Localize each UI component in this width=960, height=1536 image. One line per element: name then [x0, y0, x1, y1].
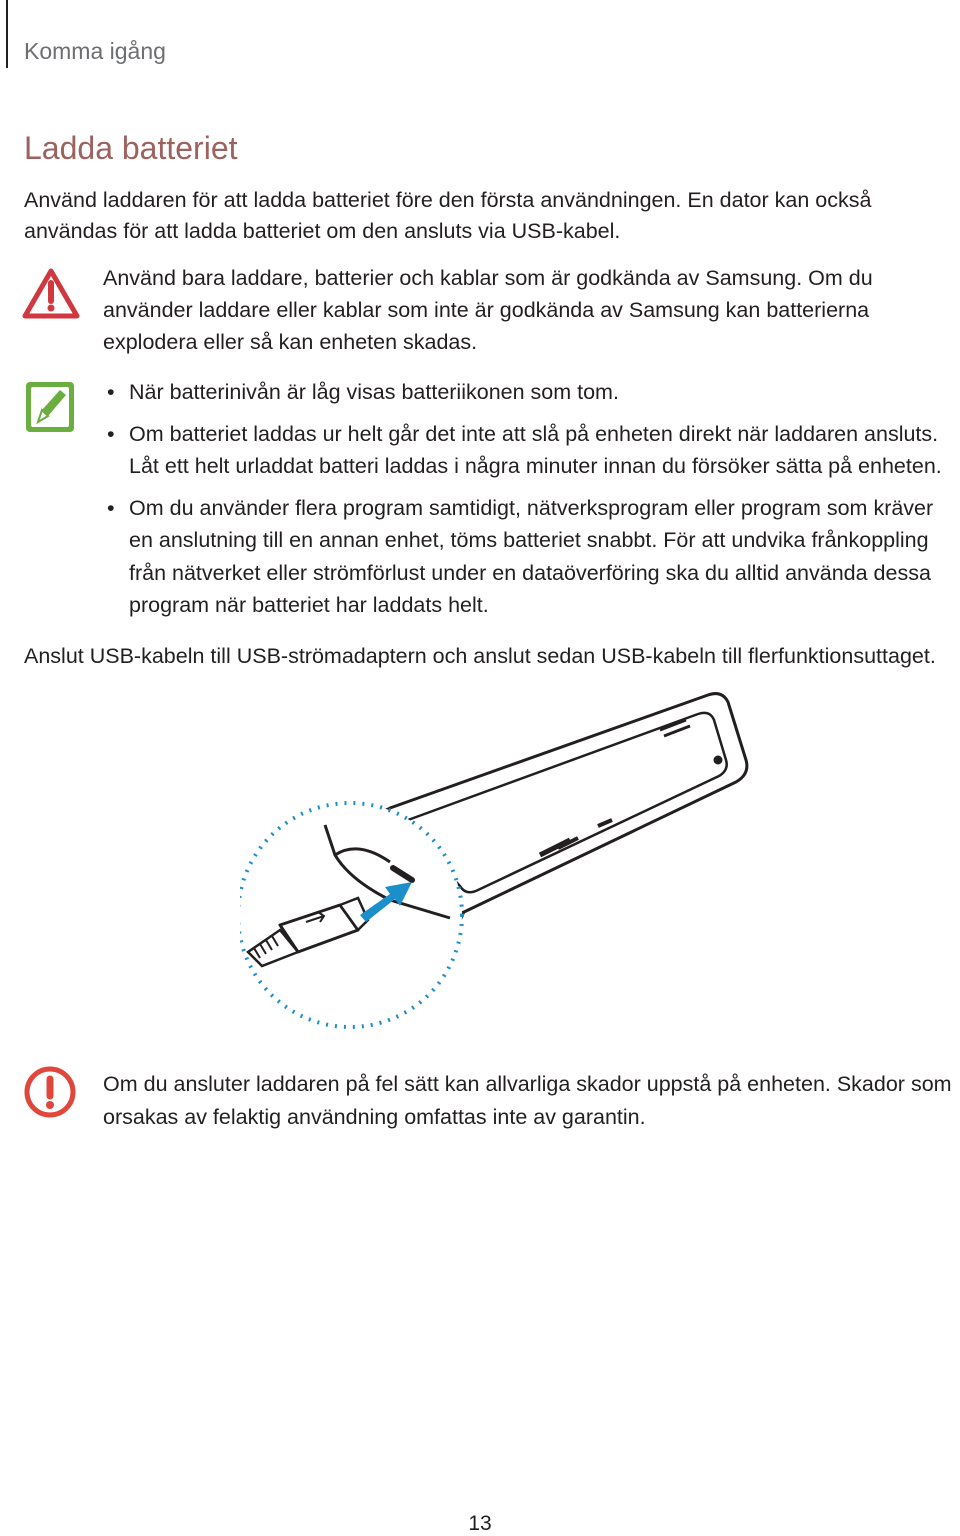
- list-item: [103, 418, 960, 483]
- warning-triangle-icon: [22, 268, 80, 320]
- caution-exclamation-icon: [24, 1066, 76, 1118]
- charging-illustration: [240, 690, 760, 1030]
- bullet: •: [107, 495, 115, 520]
- note-text: Om batteriet laddas ur helt går det inte att slå på enheten direkt när laddaren ansluts. Låt ett helt urladdat batteri laddas i några minuter innan du försöker sätta på enheten.: [129, 421, 942, 478]
- header-rule: [6, 0, 8, 68]
- note-pencil-icon: [24, 378, 76, 434]
- section-header: Komma igång: [24, 38, 166, 64]
- list-item: [103, 376, 960, 409]
- note-text: Om du använder flera program samtidigt, nätverksprogram eller program som kräver en anslutning till en annan enhet, töms batteriet snabbt. För att undvika frånkoppling från nätverket eller strömförlust under en dataöverföring ska du alltid använda dessa program när batteriet har laddats helt.: [129, 495, 934, 617]
- note-list: [103, 376, 960, 631]
- list-item: [103, 492, 960, 622]
- note-text: När batterinivån är låg visas batteriikonen som tom.: [129, 380, 619, 404]
- bullet: •: [107, 380, 115, 404]
- page-title: Ladda batteriet: [24, 130, 238, 166]
- bullet: •: [107, 421, 115, 446]
- instruction-text: Anslut USB-kabeln till USB-strömadaptern och anslut sedan USB-kabeln till flerfunktionsuttaget.: [24, 644, 936, 668]
- warning-text: Använd bara laddare, batterier och kablar som är godkända av Samsung. Om du använder laddare eller kablar som inte är godkända av Samsung kan batterierna explodera eller så kan enheten skadas.: [103, 266, 873, 354]
- intro-paragraph: Använd laddaren för att ladda batteriet före den första användningen. En dator kan också användas för att ladda batteriet om den ansluts via USB-kabel.: [24, 188, 872, 243]
- page-number: 13: [468, 1512, 492, 1535]
- caution-text: Om du ansluter laddaren på fel sätt kan allvarliga skador uppstå på enheten. Skador som orsakas av felaktig användning omfattas inte av garantin.: [103, 1072, 952, 1129]
